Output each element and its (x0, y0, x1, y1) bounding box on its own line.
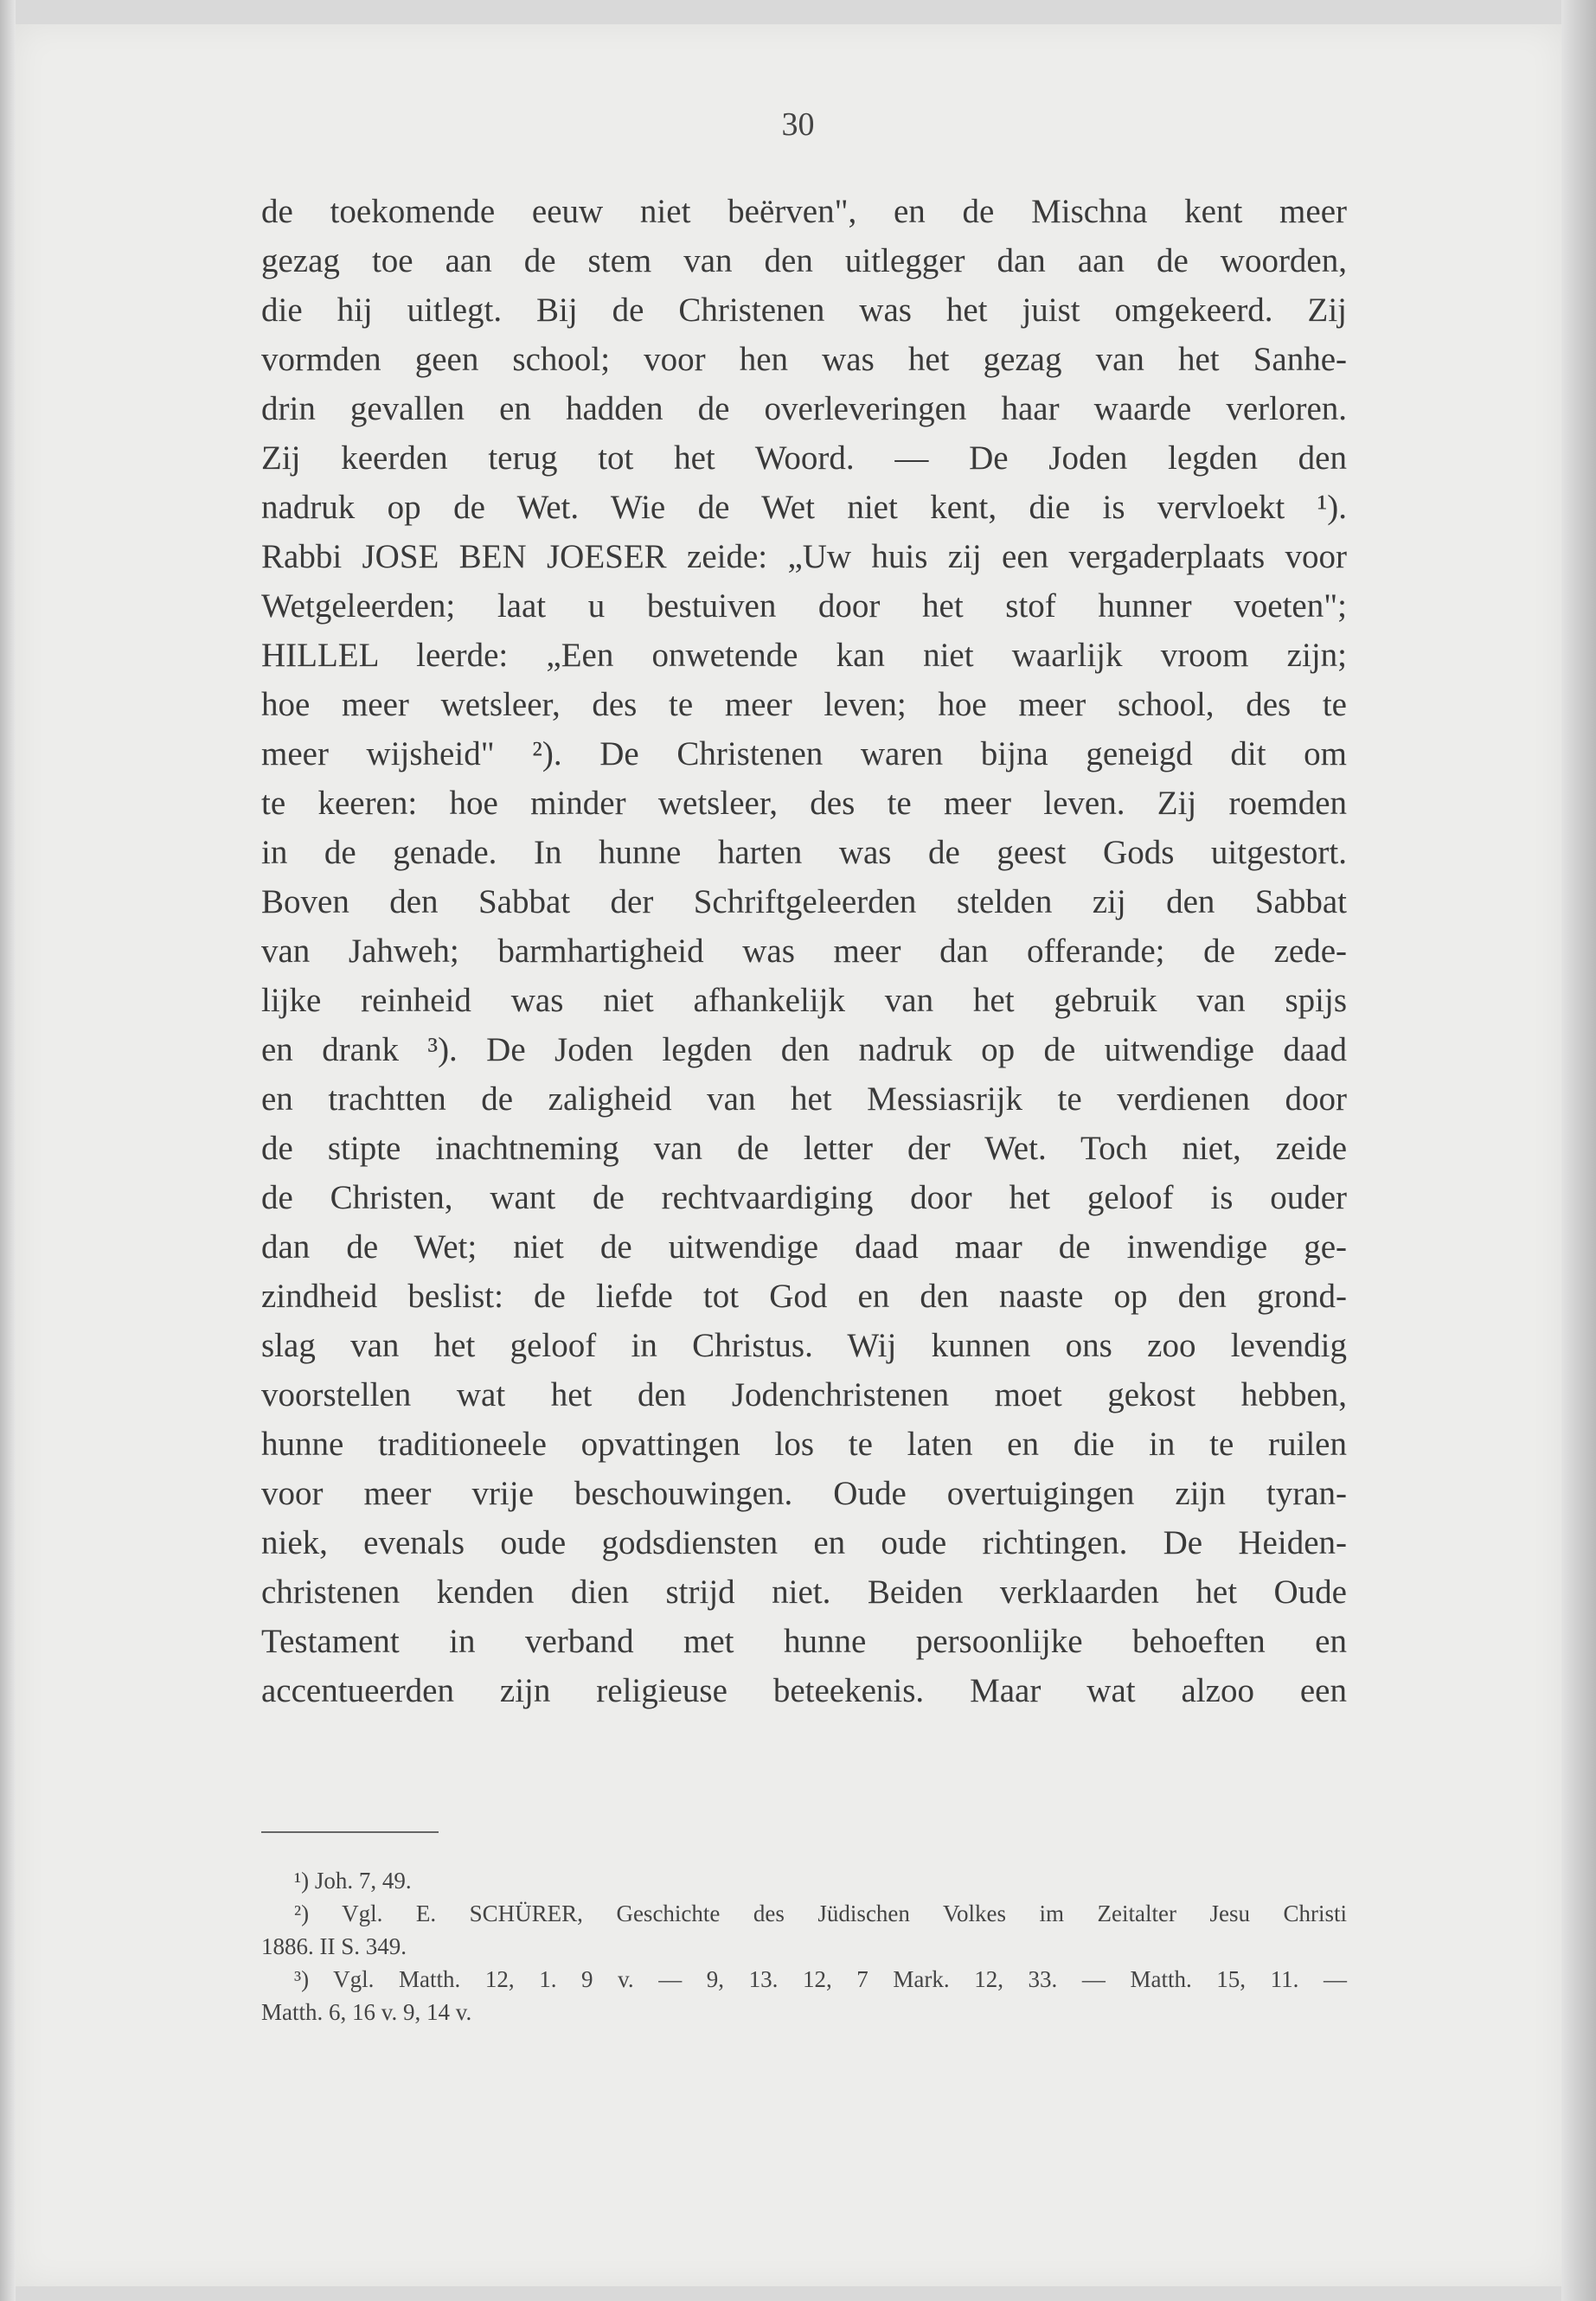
footnote-3-cont: Matth. 6, 16 v. 9, 14 v. (261, 1999, 472, 2025)
text-line: vormden geen school; voor hen was het gezag van het Sanhe- (261, 341, 1347, 378)
text-line: hoe meer wetsleer, des te meer leven; hoe meer school, des te (261, 686, 1347, 723)
text-line: Wetgeleerden; laat u bestuiven door het stof hunner voeten"; (261, 587, 1347, 625)
text-line: lijke reinheid was niet afhankelijk van het gebruik van spijs (261, 982, 1347, 1019)
text-line: HILLEL leerde: „Een onwetende kan niet waarlijk vroom zijn; (261, 637, 1347, 674)
text-line: de toekomende eeuw niet beërven", en de Mischna kent meer (261, 193, 1347, 230)
text-line: voor meer vrije beschouwingen. Oude overtuigingen zijn tyran- (261, 1475, 1347, 1512)
text-line: gezag toe aan de stem van den uitlegger dan aan de woorden, (261, 242, 1347, 279)
text-line: te keeren: hoe minder wetsleer, des te meer leven. Zij roemden (261, 785, 1347, 822)
text-line: Testament in verband met hunne persoonlijke behoeften en (261, 1623, 1347, 1660)
footnote-1: ¹) Joh. 7, 49. (294, 1868, 412, 1894)
text-line: van Jahweh; barmhartigheid was meer dan offerande; de zede- (261, 933, 1347, 970)
body-text (261, 187, 1347, 1715)
text-line: Zij keerden terug tot het Woord. — De Joden legden den (261, 439, 1347, 477)
footnote-2-cont: 1886. II S. 349. (261, 1933, 407, 1959)
text-line: dan de Wet; niet de uitwendige daad maar de inwendige ge- (261, 1228, 1347, 1266)
text-line: meer wijsheid" ²). De Christenen waren bijna geneigd dit om (261, 735, 1347, 772)
scan-edge-left (0, 0, 16, 2301)
footnote-rule (261, 1831, 439, 1833)
text-line: voorstellen wat het den Jodenchristenen moet gekost hebben, (261, 1376, 1347, 1413)
text-line: accentueerden zijn religieuse beteekenis. Maar wat alzoo een (261, 1672, 1347, 1709)
text-line: in de genade. In hunne harten was de geest Gods uitgestort. (261, 834, 1347, 871)
text-line: die hij uitlegt. Bij de Christenen was het juist omgekeerd. Zij (261, 292, 1347, 329)
page-number: 30 (781, 106, 815, 143)
text-line: zindheid beslist: de liefde tot God en den naaste op den grond- (261, 1278, 1347, 1315)
text-line: hunne traditioneele opvattingen los te laten en die in te ruilen (261, 1426, 1347, 1463)
text-line: niek, evenals oude godsdiensten en oude richtingen. De Heiden- (261, 1524, 1347, 1561)
footnotes (261, 1864, 1347, 2029)
text-line: de Christen, want de rechtvaardiging door het geloof is ouder (261, 1179, 1347, 1216)
text-line: de stipte inachtneming van de letter der Wet. Toch niet, zeide (261, 1130, 1347, 1167)
text-line: slag van het geloof in Christus. Wij kunnen ons zoo levendig (261, 1327, 1347, 1364)
text-line: en drank ³). De Joden legden den nadruk op de uitwendige daad (261, 1031, 1347, 1068)
text-line: Rabbi JOSE BEN JOESER zeide: „Uw huis zij een vergaderplaats voor (261, 538, 1347, 575)
footnote-2: ²) Vgl. E. SCHÜRER, Geschichte des Jüdischen Volkes im Zeitalter Jesu Christi (294, 1900, 1347, 1926)
text-line: nadruk op de Wet. Wie de Wet niet kent, die is vervloekt ¹). (261, 489, 1347, 526)
text-line: en trachtten de zaligheid van het Messiasrijk te verdienen door (261, 1080, 1347, 1118)
scan-edge-right (1561, 0, 1596, 2301)
text-line: drin gevallen en hadden de overleveringen haar waarde verloren. (261, 390, 1347, 427)
text-line: Boven den Sabbat der Schriftgeleerden stelden zij den Sabbat (261, 883, 1347, 920)
text-line: christenen kenden dien strijd niet. Beiden verklaarden het Oude (261, 1574, 1347, 1611)
footnote-3: ³) Vgl. Matth. 12, 1. 9 v. — 9, 13. 12, 7 Mark. 12, 33. — Matth. 15, 11. — (294, 1966, 1347, 1992)
